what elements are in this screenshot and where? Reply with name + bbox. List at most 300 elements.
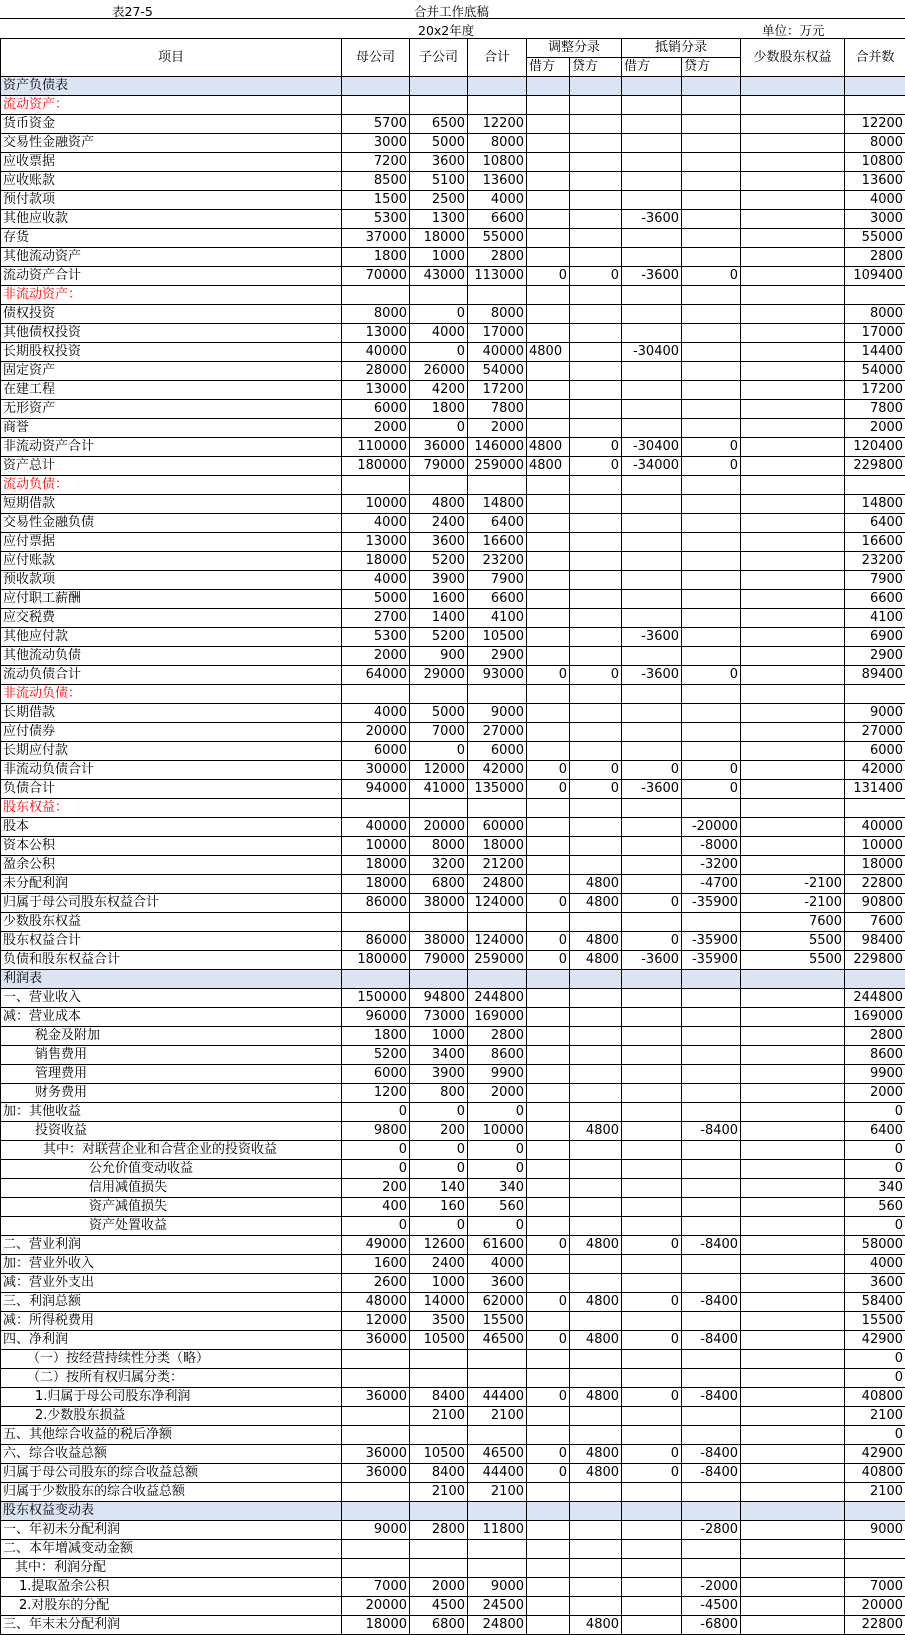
value-cell <box>527 495 570 514</box>
row-label: 管理费用 <box>1 1065 342 1084</box>
value-cell: 10000 <box>342 495 410 514</box>
value-cell <box>622 875 682 894</box>
value-cell <box>527 571 570 590</box>
value-cell <box>410 1502 468 1521</box>
value-cell: 900 <box>410 647 468 666</box>
value-cell <box>622 856 682 875</box>
row-label: 短期借款 <box>1 495 342 514</box>
row-label: 应付债券 <box>1 723 342 742</box>
value-cell <box>622 77 682 96</box>
value-cell: 200 <box>342 1179 410 1198</box>
value-cell: 13600 <box>468 172 527 191</box>
value-cell: 0 <box>527 932 570 951</box>
value-cell: 0 <box>622 932 682 951</box>
value-cell <box>622 324 682 343</box>
value-cell <box>527 229 570 248</box>
table-row <box>1 856 905 875</box>
value-cell: 3400 <box>410 1046 468 1065</box>
value-cell <box>527 134 570 153</box>
value-cell: 9000 <box>342 1521 410 1540</box>
value-cell <box>682 115 741 134</box>
value-cell <box>527 153 570 172</box>
value-cell: 5000 <box>410 704 468 723</box>
table-row <box>1 1559 905 1578</box>
table-row <box>1 666 905 685</box>
table-row <box>1 96 905 115</box>
value-cell: 131400 <box>845 780 905 799</box>
value-cell: 5200 <box>342 1046 410 1065</box>
value-cell <box>741 1179 845 1198</box>
value-cell: 2000 <box>342 419 410 438</box>
value-cell: 2500 <box>410 191 468 210</box>
value-cell <box>527 77 570 96</box>
value-cell <box>741 77 845 96</box>
value-cell <box>622 1198 682 1217</box>
value-cell: 9000 <box>845 704 905 723</box>
value-cell: 3900 <box>410 571 468 590</box>
value-cell <box>570 1255 622 1274</box>
value-cell <box>741 343 845 362</box>
row-label: 应付职工薪酬 <box>1 590 342 609</box>
value-cell <box>570 324 622 343</box>
value-cell: 2100 <box>468 1483 527 1502</box>
value-cell <box>527 799 570 818</box>
value-cell: 13000 <box>342 381 410 400</box>
value-cell: 96000 <box>342 1008 410 1027</box>
value-cell <box>622 533 682 552</box>
table-row <box>1 1141 905 1160</box>
value-cell <box>527 96 570 115</box>
value-cell: 64000 <box>342 666 410 685</box>
value-cell: 36000 <box>342 1388 410 1407</box>
value-cell: 120400 <box>845 438 905 457</box>
value-cell: 1200 <box>342 1084 410 1103</box>
value-cell <box>845 476 905 495</box>
value-cell <box>741 305 845 324</box>
value-cell <box>682 77 741 96</box>
value-cell <box>845 1540 905 1559</box>
value-cell: 20000 <box>410 818 468 837</box>
value-cell: 1300 <box>410 210 468 229</box>
row-label: 2.少数股东损益 <box>1 1407 342 1426</box>
value-cell <box>741 1502 845 1521</box>
value-cell <box>410 77 468 96</box>
value-cell <box>570 1502 622 1521</box>
value-cell: 340 <box>468 1179 527 1198</box>
value-cell: 42000 <box>845 761 905 780</box>
value-cell <box>527 1312 570 1331</box>
value-cell: 560 <box>845 1198 905 1217</box>
value-cell <box>468 913 527 932</box>
value-cell: 55000 <box>468 229 527 248</box>
value-cell <box>741 362 845 381</box>
value-cell: 4800 <box>570 951 622 970</box>
value-cell <box>845 77 905 96</box>
value-cell: 2000 <box>468 419 527 438</box>
row-label: 长期应付款 <box>1 742 342 761</box>
value-cell <box>468 77 527 96</box>
value-cell: 10500 <box>468 628 527 647</box>
value-cell <box>570 1597 622 1616</box>
value-cell: 9000 <box>468 704 527 723</box>
value-cell: 0 <box>342 1160 410 1179</box>
value-cell: 244800 <box>468 989 527 1008</box>
table-row <box>1 780 905 799</box>
value-cell: -2000 <box>682 1578 741 1597</box>
value-cell <box>682 590 741 609</box>
value-cell: 8000 <box>342 305 410 324</box>
value-cell: 40000 <box>342 343 410 362</box>
value-cell: 4800 <box>570 1388 622 1407</box>
value-cell <box>527 210 570 229</box>
value-cell <box>570 1084 622 1103</box>
value-cell: 13000 <box>342 533 410 552</box>
value-cell: 2800 <box>468 1027 527 1046</box>
value-cell: 0 <box>410 305 468 324</box>
table-number: 表27-5 <box>112 4 153 19</box>
value-cell: -4500 <box>682 1597 741 1616</box>
value-cell: 38000 <box>410 894 468 913</box>
value-cell <box>682 552 741 571</box>
value-cell: 169000 <box>845 1008 905 1027</box>
value-cell <box>342 1540 410 1559</box>
value-cell <box>527 1179 570 1198</box>
value-cell: 94800 <box>410 989 468 1008</box>
value-cell: 8400 <box>410 1464 468 1483</box>
value-cell <box>682 1179 741 1198</box>
value-cell <box>741 1198 845 1217</box>
value-cell: 6000 <box>342 742 410 761</box>
value-cell <box>527 1350 570 1369</box>
table-row <box>1 115 905 134</box>
value-cell: 7200 <box>342 153 410 172</box>
row-label: 应收票据 <box>1 153 342 172</box>
value-cell: 12200 <box>845 115 905 134</box>
value-cell <box>410 685 468 704</box>
value-cell: 42900 <box>845 1331 905 1350</box>
row-label: 股东权益变动表 <box>1 1502 342 1521</box>
table-row <box>1 1350 905 1369</box>
row-label: 减：所得税费用 <box>1 1312 342 1331</box>
value-cell: 2600 <box>342 1274 410 1293</box>
row-label: 五、其他综合收益的税后净额 <box>1 1426 342 1445</box>
value-cell: 1400 <box>410 609 468 628</box>
value-cell: 140 <box>410 1179 468 1198</box>
table-row <box>1 1464 905 1483</box>
value-cell: 8000 <box>410 837 468 856</box>
value-cell <box>622 1312 682 1331</box>
value-cell: 0 <box>845 1141 905 1160</box>
value-cell: 5200 <box>410 628 468 647</box>
value-cell <box>622 989 682 1008</box>
value-cell <box>682 1426 741 1445</box>
value-cell: 8600 <box>468 1046 527 1065</box>
value-cell: -3600 <box>622 267 682 286</box>
value-cell <box>342 1369 410 1388</box>
value-cell <box>410 96 468 115</box>
value-cell: 5000 <box>410 134 468 153</box>
row-label: 加：营业外收入 <box>1 1255 342 1274</box>
value-cell <box>622 1008 682 1027</box>
value-cell <box>682 1407 741 1426</box>
value-cell <box>570 1426 622 1445</box>
table-row <box>1 742 905 761</box>
value-cell <box>682 476 741 495</box>
row-label: 资产总计 <box>1 457 342 476</box>
row-label: 利润表 <box>1 970 342 989</box>
value-cell: 0 <box>468 1103 527 1122</box>
value-cell: 2100 <box>845 1483 905 1502</box>
value-cell: 0 <box>527 761 570 780</box>
value-cell: 7600 <box>845 913 905 932</box>
value-cell <box>622 286 682 305</box>
value-cell <box>741 1445 845 1464</box>
value-cell <box>741 1521 845 1540</box>
value-cell <box>570 970 622 989</box>
table-row <box>1 1407 905 1426</box>
row-label: 销售费用 <box>1 1046 342 1065</box>
value-cell: 44400 <box>468 1464 527 1483</box>
value-cell <box>741 1217 845 1236</box>
value-cell <box>468 1502 527 1521</box>
value-cell: 6500 <box>410 115 468 134</box>
value-cell <box>622 1046 682 1065</box>
row-label: 货币资金 <box>1 115 342 134</box>
sheet-period: 20x2年度 <box>418 23 475 38</box>
value-cell <box>622 552 682 571</box>
value-cell <box>570 305 622 324</box>
value-cell <box>741 818 845 837</box>
section-row <box>1 77 905 96</box>
value-cell <box>468 1540 527 1559</box>
value-cell: 37000 <box>342 229 410 248</box>
value-cell: 73000 <box>410 1008 468 1027</box>
value-cell: 6600 <box>468 210 527 229</box>
value-cell <box>570 115 622 134</box>
value-cell: 0 <box>682 438 741 457</box>
value-cell <box>527 419 570 438</box>
row-label: 资产减值损失 <box>1 1198 342 1217</box>
value-cell <box>622 1540 682 1559</box>
value-cell <box>682 1027 741 1046</box>
value-cell: 11800 <box>468 1521 527 1540</box>
value-cell <box>741 1331 845 1350</box>
value-cell <box>622 1160 682 1179</box>
value-cell <box>622 742 682 761</box>
value-cell <box>570 172 622 191</box>
value-cell <box>682 1065 741 1084</box>
value-cell <box>527 837 570 856</box>
row-label: 资产负债表 <box>1 77 342 96</box>
value-cell: 1800 <box>342 248 410 267</box>
value-cell: 0 <box>845 1103 905 1122</box>
value-cell: 94000 <box>342 780 410 799</box>
value-cell: 0 <box>570 780 622 799</box>
value-cell <box>741 248 845 267</box>
value-cell <box>622 514 682 533</box>
value-cell: 5500 <box>741 951 845 970</box>
col-adjust-group: 调整分录 <box>527 39 622 58</box>
table-row <box>1 685 905 704</box>
value-cell: 4200 <box>410 381 468 400</box>
value-cell <box>622 1122 682 1141</box>
value-cell <box>741 1065 845 1084</box>
value-cell <box>570 1521 622 1540</box>
value-cell <box>342 96 410 115</box>
value-cell: 259000 <box>468 951 527 970</box>
table-row <box>1 1521 905 1540</box>
value-cell: 4800 <box>570 1236 622 1255</box>
value-cell <box>682 609 741 628</box>
value-cell: 4000 <box>342 514 410 533</box>
value-cell: 0 <box>845 1160 905 1179</box>
value-cell <box>845 1559 905 1578</box>
value-cell <box>527 1274 570 1293</box>
value-cell <box>527 1160 570 1179</box>
value-cell <box>741 837 845 856</box>
table-row <box>1 343 905 362</box>
value-cell: 1600 <box>410 590 468 609</box>
value-cell <box>622 1426 682 1445</box>
value-cell: 30000 <box>342 761 410 780</box>
value-cell <box>741 1122 845 1141</box>
value-cell <box>682 1559 741 1578</box>
value-cell <box>741 267 845 286</box>
value-cell <box>741 761 845 780</box>
table-row <box>1 457 905 476</box>
value-cell <box>682 1502 741 1521</box>
value-cell: 4500 <box>410 1597 468 1616</box>
title-divider <box>0 18 905 19</box>
value-cell <box>741 571 845 590</box>
value-cell: 3500 <box>410 1312 468 1331</box>
value-cell <box>741 229 845 248</box>
value-cell <box>741 1141 845 1160</box>
value-cell: 4800 <box>570 1464 622 1483</box>
value-cell: 4800 <box>527 457 570 476</box>
value-cell <box>741 514 845 533</box>
value-cell <box>342 1502 410 1521</box>
value-cell <box>741 1236 845 1255</box>
value-cell <box>570 1312 622 1331</box>
value-cell: 22800 <box>845 875 905 894</box>
value-cell <box>682 1274 741 1293</box>
value-cell <box>468 799 527 818</box>
table-row <box>1 1445 905 1464</box>
value-cell: -2800 <box>682 1521 741 1540</box>
value-cell <box>741 1559 845 1578</box>
row-label: （一）按经营持续性分类（略） <box>1 1350 342 1369</box>
value-cell: 4100 <box>468 609 527 628</box>
value-cell <box>741 704 845 723</box>
value-cell: 2800 <box>468 248 527 267</box>
value-cell <box>682 647 741 666</box>
value-cell <box>682 96 741 115</box>
value-cell <box>741 647 845 666</box>
value-cell: 0 <box>468 1141 527 1160</box>
row-label: 非流动负债合计 <box>1 761 342 780</box>
value-cell: 0 <box>342 1141 410 1160</box>
value-cell <box>570 1274 622 1293</box>
table-row <box>1 1331 905 1350</box>
value-cell <box>682 913 741 932</box>
table-row <box>1 1160 905 1179</box>
value-cell: 42000 <box>468 761 527 780</box>
row-label: 其他流动负债 <box>1 647 342 666</box>
value-cell <box>570 362 622 381</box>
row-label: 交易性金融资产 <box>1 134 342 153</box>
value-cell <box>741 1388 845 1407</box>
value-cell: 9900 <box>468 1065 527 1084</box>
value-cell: 23200 <box>468 552 527 571</box>
table-row <box>1 571 905 590</box>
value-cell <box>527 1540 570 1559</box>
value-cell: 4800 <box>570 1293 622 1312</box>
table-row <box>1 514 905 533</box>
value-cell: 6000 <box>468 742 527 761</box>
value-cell: 0 <box>845 1426 905 1445</box>
value-cell <box>622 1274 682 1293</box>
value-cell <box>468 1559 527 1578</box>
table-row <box>1 1597 905 1616</box>
row-label: 一、营业收入 <box>1 989 342 1008</box>
value-cell: 4800 <box>570 894 622 913</box>
table-row <box>1 1274 905 1293</box>
value-cell: -8400 <box>682 1331 741 1350</box>
value-cell: 0 <box>527 1388 570 1407</box>
value-cell <box>682 210 741 229</box>
value-cell <box>741 457 845 476</box>
value-cell <box>682 1369 741 1388</box>
value-cell <box>741 324 845 343</box>
value-cell <box>527 1198 570 1217</box>
value-cell <box>570 514 622 533</box>
value-cell <box>527 913 570 932</box>
value-cell: -30400 <box>622 343 682 362</box>
table-row <box>1 1103 905 1122</box>
value-cell <box>682 305 741 324</box>
value-cell <box>622 1502 682 1521</box>
value-cell: 10500 <box>410 1445 468 1464</box>
value-cell: -35900 <box>682 951 741 970</box>
value-cell <box>527 305 570 324</box>
value-cell <box>527 742 570 761</box>
table-row <box>1 1293 905 1312</box>
value-cell: 2900 <box>468 647 527 666</box>
value-cell: 17000 <box>845 324 905 343</box>
row-label: 交易性金融负债 <box>1 514 342 533</box>
value-cell <box>741 1160 845 1179</box>
value-cell: 6800 <box>410 875 468 894</box>
table-row <box>1 134 905 153</box>
table-row <box>1 286 905 305</box>
table-row <box>1 1122 905 1141</box>
value-cell <box>741 210 845 229</box>
table-row <box>1 229 905 248</box>
value-cell: 18000 <box>342 1616 410 1635</box>
value-cell: 4000 <box>845 1255 905 1274</box>
value-cell <box>622 837 682 856</box>
table-row <box>1 875 905 894</box>
value-cell: 6400 <box>468 514 527 533</box>
row-label: 其他流动资产 <box>1 248 342 267</box>
value-cell: 5300 <box>342 210 410 229</box>
value-cell: 2800 <box>845 1027 905 1046</box>
value-cell <box>527 324 570 343</box>
value-cell: 0 <box>570 666 622 685</box>
value-cell <box>741 1464 845 1483</box>
table-row <box>1 723 905 742</box>
